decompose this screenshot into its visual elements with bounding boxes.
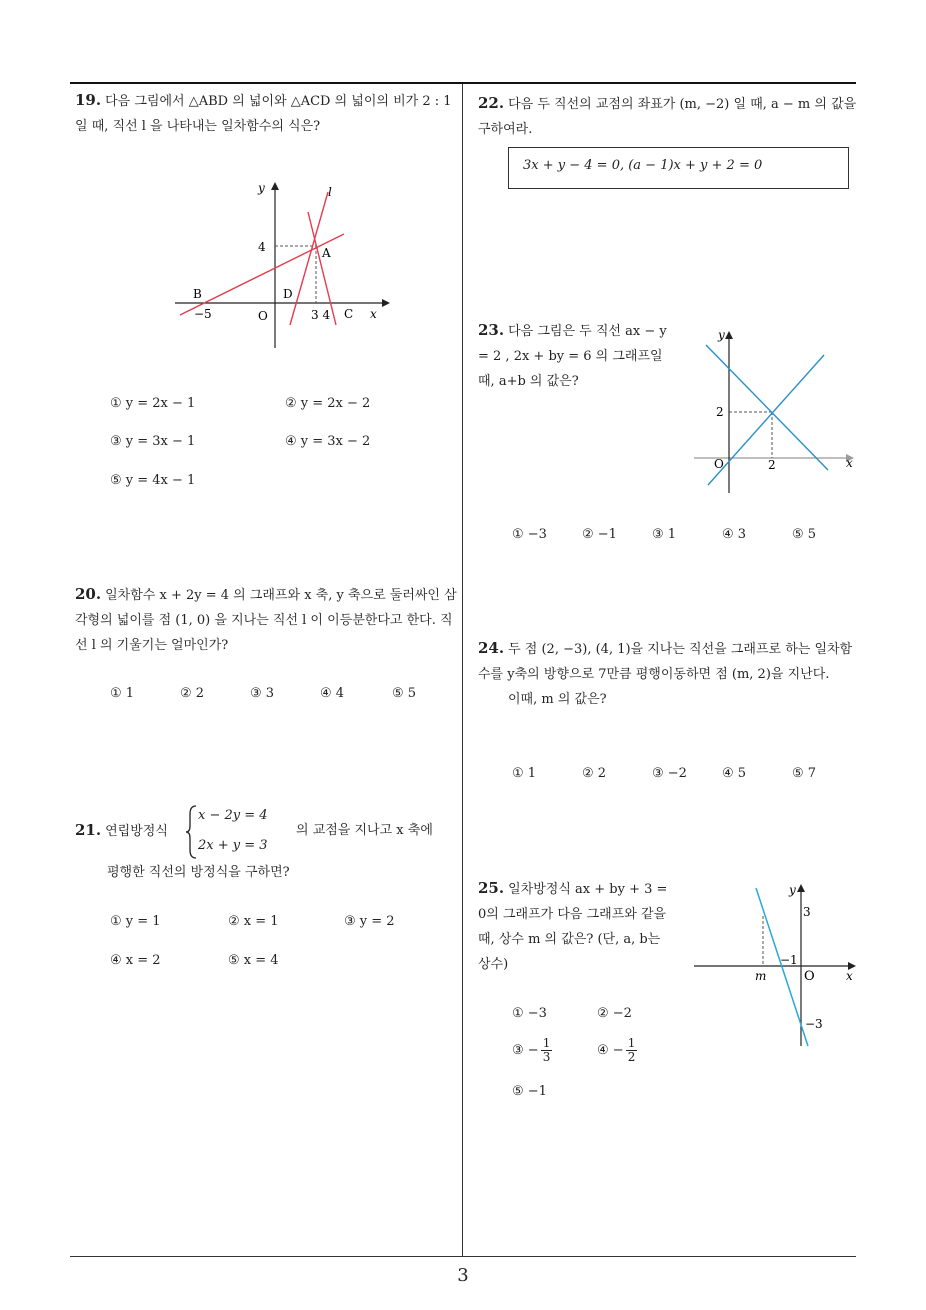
denominator: 2 [627, 1050, 636, 1064]
x-axis-arrow [382, 299, 390, 307]
question-number: 19. [75, 91, 102, 109]
tick-xm1: −1 [780, 953, 798, 967]
axis-y-label: y [718, 328, 725, 342]
q19-graph [170, 178, 400, 358]
question-text-2: 이때, m 의 값은? [508, 692, 607, 707]
origin-label: O [258, 309, 268, 323]
choice[interactable]: ⑤ 5 [792, 527, 817, 542]
question-text: 일차방정식 ax + by + 3 = 0의 그래프가 다음 그래프와 같을 때, 상수 m 의 값은? (단, a, b는 상수) [478, 882, 668, 972]
choice[interactable]: ② 2 [582, 766, 607, 781]
tick-ym3: −3 [805, 1017, 823, 1031]
choice-prefix: ④ − [597, 1043, 624, 1058]
question-23 [478, 318, 678, 394]
origin-label: O [714, 457, 724, 471]
denominator: 3 [542, 1050, 551, 1064]
choice[interactable]: ③ y = 2 [344, 914, 395, 929]
question-number: 24. [478, 639, 505, 657]
choice[interactable]: ⑤ y = 4x − 1 [110, 473, 196, 488]
choice[interactable]: ④ y = 3x − 2 [285, 434, 371, 449]
tick-xm5: −5 [194, 307, 212, 321]
question-19 [75, 88, 460, 139]
question-text: 의 교점을 지나고 x 축에 [296, 823, 433, 838]
choice[interactable]: ② −1 [582, 527, 617, 542]
choice[interactable]: ① 1 [512, 766, 537, 781]
choice[interactable]: ② x = 1 [228, 914, 279, 929]
question-21-cont [296, 818, 461, 843]
line-1 [708, 355, 824, 485]
equation-2: 2x + y = 3 [198, 838, 268, 853]
point-b-label: B [193, 287, 202, 301]
choice[interactable]: ① y = 1 [110, 914, 161, 929]
numerator: 1 [627, 1036, 636, 1050]
equation-box: 3x + y − 4 = 0, (a − 1)x + y + 2 = 0 [508, 147, 849, 189]
tick-y2: 2 [716, 405, 724, 419]
question-text: 연립방정식 [105, 824, 168, 839]
line-l-label: l [328, 185, 332, 199]
question-number: 20. [75, 585, 102, 603]
tick-x34: 3 4 [311, 308, 331, 322]
question-20 [75, 582, 460, 658]
choice[interactable]: ④ 4 [320, 686, 345, 701]
axis-x-label: x [846, 456, 853, 470]
choice[interactable]: ③ y = 3x − 1 [110, 434, 196, 449]
point-c-label: C [344, 307, 354, 321]
question-number: 22. [478, 94, 505, 112]
choice[interactable]: ④ x = 2 [110, 953, 161, 968]
axis-x-label: x [370, 307, 377, 321]
equation-system [186, 804, 286, 860]
y-axis-arrow [271, 182, 279, 190]
choice[interactable]: ③ 1 [652, 527, 677, 542]
brace-icon [186, 804, 198, 860]
question-text: 일차함수 x + 2y = 4 의 그래프와 x 축, y 축으로 둘러싸인 삼각형의 넓이를 점 (1, 0) 을 지나는 직선 l 이 이등분한다고 한다. 직선 l 의 기울기는 얼마인가? [75, 588, 457, 653]
choice[interactable]: ③ −2 [652, 766, 687, 781]
question-text: 두 점 (2, −3), (4, 1)을 지나는 직선을 그래프로 하는 일차함수를 y축의 방향으로 7만큼 평행이동하면 점 (m, 2)을 지난다. [478, 642, 853, 682]
choice[interactable]: ④ 3 [722, 527, 747, 542]
tick-x2: 2 [768, 458, 776, 472]
question-22 [478, 91, 858, 142]
question-25 [478, 876, 674, 977]
y-axis-arrow [797, 884, 805, 892]
q23-graph [690, 325, 860, 495]
axis-x-label: x [846, 969, 853, 983]
choice[interactable]: ② y = 2x − 2 [285, 396, 371, 411]
fraction [626, 1037, 638, 1064]
axis-y-label: y [789, 883, 796, 897]
question-24 [478, 636, 858, 712]
choice[interactable]: ② −2 [597, 1006, 632, 1021]
bottom-rule [70, 1256, 856, 1257]
point-d-label: D [283, 287, 293, 301]
tick-m: m [755, 969, 767, 983]
y-axis-arrow [725, 331, 733, 339]
choice-4[interactable] [597, 1037, 639, 1064]
numerator: 1 [542, 1036, 551, 1050]
question-number: 21. [75, 821, 102, 839]
choice[interactable]: ① −3 [512, 1006, 547, 1021]
choice-3[interactable] [512, 1037, 554, 1064]
column-divider [462, 84, 463, 1257]
choice[interactable]: ① 1 [110, 686, 135, 701]
choice[interactable]: ④ 5 [722, 766, 747, 781]
top-rule [70, 82, 856, 84]
choice[interactable]: ③ 3 [250, 686, 275, 701]
question-text: 다음 그림은 두 직선 ax − y = 2 , 2x + by = 6 의 그래프일 때, a+b 의 값은? [478, 324, 667, 389]
choice[interactable]: ⑤ 7 [792, 766, 817, 781]
question-text: 다음 그림에서 △ABD 의 넓이와 △ACD 의 넓이의 비가 2 : 1 일 때, 직선 l 을 나타내는 일차함수의 식은? [75, 94, 452, 134]
tick-y3: 3 [803, 905, 811, 919]
origin-label: O [804, 969, 815, 984]
question-number: 23. [478, 321, 505, 339]
tick-y4: 4 [258, 240, 266, 254]
choice[interactable]: ① y = 2x − 1 [110, 396, 196, 411]
page-number: 3 [457, 1265, 469, 1286]
axis-y-label: y [258, 181, 265, 195]
point-a-label: A [322, 246, 331, 260]
line-2 [706, 345, 828, 470]
question-text: 다음 두 직선의 교점의 좌표가 (m, −2) 일 때, a − m 의 값을 구하여라. [478, 97, 857, 137]
q25-graph [690, 880, 860, 1050]
fraction [541, 1037, 553, 1064]
choice[interactable]: ① −3 [512, 527, 547, 542]
choice[interactable]: ⑤ x = 4 [228, 953, 279, 968]
choice[interactable]: ⑤ −1 [512, 1084, 547, 1099]
choice[interactable]: ② 2 [180, 686, 205, 701]
question-text: 평행한 직선의 방정식을 구하면? [107, 865, 290, 880]
equation-1: x − 2y = 4 [198, 808, 268, 823]
choice[interactable]: ⑤ 5 [392, 686, 417, 701]
line [756, 888, 808, 1046]
choice-prefix: ③ − [512, 1043, 539, 1058]
question-21-line2 [107, 860, 462, 885]
question-number: 25. [478, 879, 505, 897]
